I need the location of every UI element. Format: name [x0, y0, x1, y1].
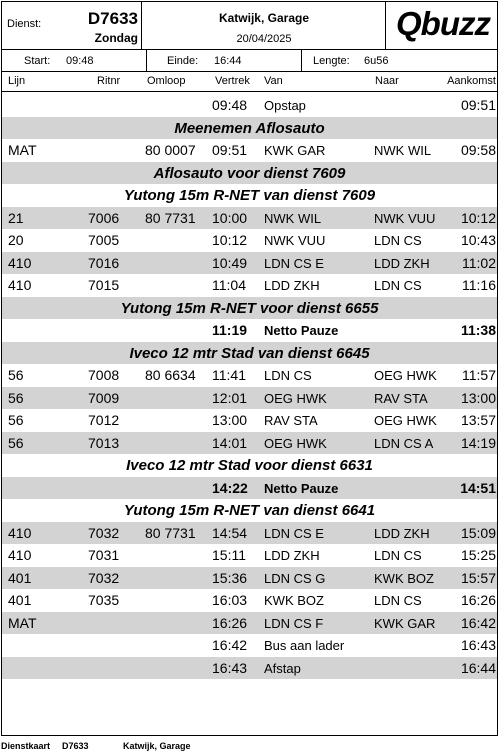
cell-vertrek: 10:12 [212, 232, 248, 248]
cell-van: LDN CS G [264, 570, 326, 586]
cell-lijn: 401 [8, 592, 32, 608]
cell-aankomst: 11:57 [462, 367, 496, 383]
cell-ritnr: 7009 [88, 389, 120, 406]
dienstkaart [1, 1, 498, 736]
cell-lijn: 56 [8, 434, 24, 451]
einde-time: 16:44 [214, 55, 242, 67]
col-vertrek: Vertrek [215, 75, 250, 87]
cell-vertrek: 09:51 [212, 142, 248, 158]
start-label: Start: [24, 55, 51, 67]
cell-naar: LDN CS [374, 278, 422, 293]
section-heading-row [2, 454, 497, 477]
cell-ritnr: 7035 [88, 592, 120, 608]
cell-lijn: 410 [8, 254, 32, 271]
cell-van: RAV STA [264, 413, 318, 428]
cell-naar: KWK BOZ [374, 570, 434, 586]
cell-naar: OEG HWK [374, 368, 437, 383]
col-ritnr: Ritnr [97, 75, 121, 87]
cell-vertrek: 11:19 [212, 322, 248, 338]
section-heading: Iveco 12 mtr Stad van dienst 6645 [129, 344, 370, 362]
trip-row [2, 364, 497, 387]
dienst-number: D7633 [87, 9, 138, 28]
cell-lijn: 410 [8, 547, 32, 563]
day-of-week: Zondag [94, 31, 138, 45]
cell-naar: LDN CS A [374, 435, 434, 451]
cell-vertrek: 11:04 [212, 277, 246, 293]
start-time: 09:48 [66, 55, 94, 67]
trip-row [2, 252, 497, 275]
section-heading: Iveco 12 mtr Stad voor dienst 6631 [126, 457, 373, 474]
section-heading: Aflosauto voor dienst 7609 [153, 164, 346, 182]
cell-aankomst: 10:43 [460, 232, 496, 248]
cell-aankomst: 10:12 [460, 209, 496, 226]
cell-ritnr: 7006 [88, 209, 120, 226]
cell-van: Netto Pauze [264, 480, 339, 496]
cell-van: Opstap [264, 98, 306, 113]
trip-row [2, 94, 497, 117]
cell-ritnr: 7005 [88, 232, 120, 248]
cell-lijn: 410 [8, 277, 32, 293]
column-headers [2, 72, 497, 92]
cell-aankomst: 14:51 [460, 479, 496, 496]
times-bar [2, 50, 497, 72]
section-heading: Meenemen Aflosauto [174, 119, 325, 137]
section-heading-row [2, 117, 497, 140]
lengte-value: 6u56 [364, 55, 389, 67]
trip-row [2, 612, 497, 635]
cell-lijn: 401 [8, 569, 32, 586]
cell-van: LDD ZKH [264, 548, 320, 563]
cell-vertrek: 13:00 [212, 412, 248, 428]
dienst-label: Dienst: [7, 18, 42, 30]
section-heading-row [2, 162, 497, 185]
cell-lijn: 56 [8, 412, 24, 428]
cell-vertrek: 16:26 [212, 614, 248, 631]
footer-label: Dienstkaart [1, 741, 51, 751]
cell-ritnr: 7031 [88, 547, 120, 563]
section-heading: Yutong 15m R-NET van dienst 6641 [123, 502, 376, 519]
trip-row [2, 409, 497, 432]
cell-van: LDN CS E [264, 525, 324, 541]
cell-van: LDN CS E [264, 255, 324, 271]
cell-vertrek: 15:11 [212, 547, 246, 563]
cell-omloop: 80 0007 [145, 142, 196, 158]
cell-vertrek: 14:01 [212, 434, 248, 451]
cell-omloop: 80 6634 [145, 367, 196, 383]
cell-aankomst: 16:43 [460, 637, 496, 653]
cell-vertrek: 16:42 [212, 637, 248, 653]
trip-row [2, 432, 497, 455]
footer-location: Katwijk, Garage [123, 741, 191, 751]
col-naar: Naar [375, 75, 399, 87]
cell-aankomst: 16:26 [460, 592, 496, 608]
section-heading: Yutong 15m R-NET voor dienst 6655 [120, 299, 379, 317]
section-heading-row [2, 342, 497, 365]
cell-naar: LDN CS [374, 233, 422, 248]
qbuzz-logo: Qbuzz [396, 5, 490, 42]
dienst-box [2, 2, 142, 50]
cell-lijn: 21 [8, 209, 24, 226]
cell-vertrek: 15:36 [212, 569, 248, 586]
cell-naar: LDD ZKH [374, 255, 430, 271]
einde-cell [147, 50, 302, 72]
trip-row [2, 274, 497, 297]
cell-ritnr: 7032 [88, 524, 120, 541]
cell-van: KWK BOZ [264, 593, 324, 608]
cell-vertrek: 09:48 [212, 97, 248, 113]
cell-van: OEG HWK [264, 390, 327, 406]
cell-vertrek: 16:43 [212, 659, 248, 676]
cell-aankomst: 11:16 [462, 277, 496, 293]
cell-naar: KWK GAR [374, 615, 436, 631]
cell-vertrek: 14:54 [212, 524, 248, 541]
date: 20/04/2025 [236, 33, 292, 45]
cell-naar: OEG HWK [374, 413, 437, 428]
trip-row [2, 567, 497, 590]
lengte-label: Lengte: [313, 55, 350, 67]
cell-lijn: 20 [8, 232, 24, 248]
schedule-rows [2, 94, 497, 679]
col-aankomst: Aankomst [447, 75, 496, 87]
cell-omloop: 80 7731 [145, 524, 196, 541]
cell-aankomst: 09:51 [460, 97, 496, 113]
trip-row [2, 229, 497, 252]
cell-van: NWK VUU [264, 233, 326, 248]
trip-row [2, 657, 497, 680]
cell-omloop: 80 7731 [145, 209, 196, 226]
cell-naar: LDN CS [374, 593, 422, 608]
section-heading: Yutong 15m R-NET van dienst 7609 [123, 187, 376, 204]
cell-naar: NWK VUU [374, 210, 436, 226]
cell-aankomst: 13:00 [460, 389, 496, 406]
cell-vertrek: 10:00 [212, 209, 248, 226]
cell-naar: LDN CS [374, 548, 422, 563]
cell-lijn: 56 [8, 367, 24, 383]
location-box [142, 2, 386, 50]
col-lijn: Lijn [8, 75, 26, 87]
pause-row [2, 319, 497, 342]
cell-aankomst: 15:57 [460, 569, 496, 586]
cell-vertrek: 16:03 [212, 592, 248, 608]
location: Katwijk, Garage [218, 11, 310, 25]
trip-row [2, 544, 497, 567]
footer-dienst: D7633 [62, 741, 89, 751]
einde-label: Einde: [167, 55, 199, 67]
trip-row [2, 522, 497, 545]
cell-aankomst: 15:25 [460, 547, 496, 563]
cell-ritnr: 7012 [88, 412, 120, 428]
cell-aankomst: 11:02 [462, 254, 496, 271]
cell-aankomst: 09:58 [460, 142, 496, 158]
cell-aankomst: 16:42 [460, 614, 496, 631]
cell-lijn: MAT [8, 614, 37, 631]
trip-row [2, 207, 497, 230]
section-heading-row [2, 184, 497, 207]
cell-ritnr: 7013 [88, 434, 120, 451]
cell-van: OEG HWK [264, 435, 327, 451]
cell-ritnr: 7016 [88, 254, 120, 271]
cell-vertrek: 11:41 [212, 367, 246, 383]
cell-van: LDD ZKH [264, 278, 320, 293]
cell-naar: LDD ZKH [374, 525, 430, 541]
cell-lijn: 410 [8, 524, 32, 541]
cell-van: KWK GAR [264, 143, 326, 158]
col-van: Van [264, 75, 283, 87]
cell-lijn: 56 [8, 389, 24, 406]
section-heading-row [2, 297, 497, 320]
cell-vertrek: 12:01 [212, 389, 248, 406]
cell-vertrek: 14:22 [212, 479, 248, 496]
cell-van: Netto Pauze [264, 323, 339, 338]
cell-aankomst: 11:38 [460, 322, 496, 338]
lengte-cell [302, 50, 497, 72]
trip-row [2, 634, 497, 657]
cell-ritnr: 7008 [88, 367, 120, 383]
header [2, 2, 497, 50]
cell-aankomst: 14:19 [460, 434, 496, 451]
cell-aankomst: 16:44 [460, 659, 496, 676]
cell-vertrek: 10:49 [212, 254, 248, 271]
cell-van: LDN CS F [264, 615, 324, 631]
cell-naar: RAV STA [374, 390, 428, 406]
start-cell [2, 50, 147, 72]
pause-row [2, 477, 497, 500]
cell-van: Bus aan lader [264, 638, 345, 653]
cell-aankomst: 15:09 [460, 524, 496, 541]
cell-van: NWK WIL [264, 210, 322, 226]
trip-row [2, 139, 497, 162]
cell-van: Afstap [264, 660, 301, 676]
section-heading-row [2, 499, 497, 522]
trip-row [2, 589, 497, 612]
cell-naar: NWK WIL [374, 143, 432, 158]
cell-aankomst: 13:57 [460, 412, 496, 428]
col-omloop: Omloop [147, 75, 186, 87]
cell-ritnr: 7015 [88, 277, 120, 293]
cell-ritnr: 7032 [88, 569, 120, 586]
cell-lijn: MAT [8, 142, 37, 158]
cell-van: LDN CS [264, 368, 312, 383]
trip-row [2, 387, 497, 410]
